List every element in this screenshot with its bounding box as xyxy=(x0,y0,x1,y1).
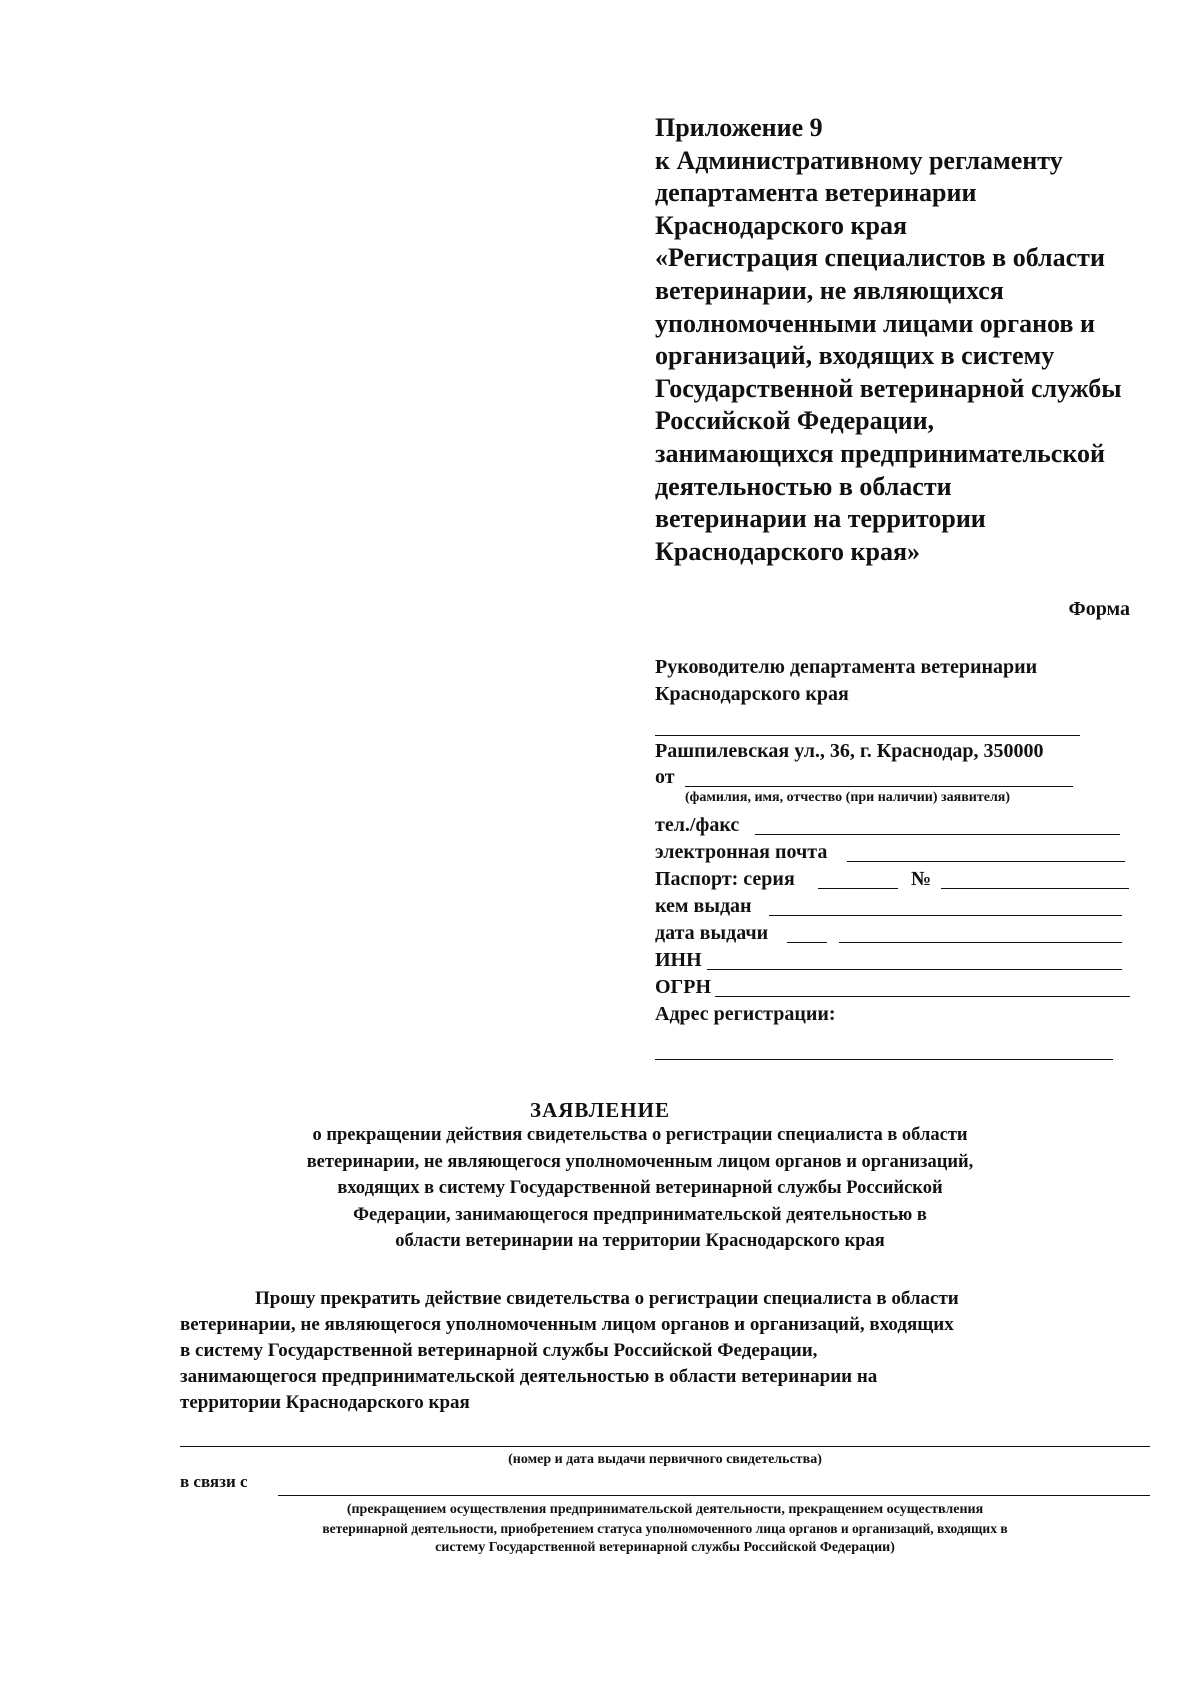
addressee-block xyxy=(655,654,1115,708)
appendix-line: ветеринарии на территории xyxy=(655,504,986,534)
request-paragraph xyxy=(180,1286,1140,1416)
body-line: занимающегося предпринимательской деятельностью в области ветеринарии на xyxy=(180,1366,878,1387)
appendix-line: занимающихся предпринимательской xyxy=(655,438,1105,468)
issue-date-short-line[interactable] xyxy=(787,942,827,943)
document-title: ЗАЯВЛЕНИЕ xyxy=(530,1098,670,1122)
certificate-hint xyxy=(180,1450,1150,1469)
phone-label: тел./факс xyxy=(655,814,740,836)
subtitle-line: Федерации, занимающегося предпринимательской деятельностью в xyxy=(353,1204,927,1225)
form-label: Форма xyxy=(1068,598,1130,620)
appendix-line: Краснодарского края xyxy=(655,210,908,240)
issued-by-row[interactable] xyxy=(655,893,1135,920)
subtitle-line: входящих в систему Государственной ветеринарной службы Российской xyxy=(337,1178,943,1198)
email-row[interactable] xyxy=(655,839,1135,866)
appendix-line: деятельностью в области xyxy=(655,471,952,501)
reason-input-line[interactable] xyxy=(278,1495,1150,1496)
subtitle-line: ветеринарии, не являющегося уполномоченным лицом органов и организаций, xyxy=(306,1151,974,1172)
in-connection-label: в связи с xyxy=(180,1472,248,1491)
appendix-line: Российской Федерации, xyxy=(655,406,935,436)
inn-label: ИНН xyxy=(655,949,702,971)
body-line: в систему Государственной ветеринарной службы Российской Федерации, xyxy=(180,1340,818,1361)
issued-by-label: кем выдан xyxy=(655,895,752,917)
applicant-fields xyxy=(655,736,1135,1028)
passport-number-line[interactable] xyxy=(941,888,1129,889)
ogrn-label: ОГРН xyxy=(655,976,712,998)
issued-by-input-line[interactable] xyxy=(769,915,1122,916)
certificate-input-line[interactable] xyxy=(180,1446,1150,1447)
address-row xyxy=(655,736,1135,766)
reason-hint-line: (прекращением осуществления предпринимательской деятельности, прекращением осуществления xyxy=(346,1502,984,1517)
subtitle-line: области ветеринарии на территории Краснодарского края xyxy=(395,1231,885,1251)
body-line: Прошу прекратить действие свидетельства о регистрации специалиста в области xyxy=(255,1288,959,1309)
issue-date-input-line[interactable] xyxy=(839,942,1122,943)
phone-row[interactable] xyxy=(655,812,1135,839)
ogrn-row[interactable] xyxy=(655,974,1135,1001)
reg-address-label: Адрес регистрации: xyxy=(655,1003,836,1025)
reason-hint xyxy=(180,1500,1150,1557)
reason-hint-line: систему Государственной ветеринарной службы Российской Федерации) xyxy=(435,1540,895,1555)
passport-row[interactable] xyxy=(655,866,1135,893)
phone-input-line[interactable] xyxy=(755,834,1120,835)
appendix-header xyxy=(655,112,1175,568)
ogrn-input-line[interactable] xyxy=(715,996,1130,997)
appendix-line: Приложение 9 xyxy=(655,113,823,142)
appendix-line: к Административному регламенту xyxy=(655,145,1063,175)
addressee-line: Руководителю департамента ветеринарии xyxy=(655,656,1038,678)
inn-row[interactable] xyxy=(655,947,1135,974)
reg-address-input-line[interactable] xyxy=(655,1059,1113,1060)
from-row[interactable] xyxy=(655,766,1135,788)
document-subtitle xyxy=(180,1122,1100,1255)
email-input-line[interactable] xyxy=(847,861,1125,862)
email-label: электронная почта xyxy=(655,841,828,863)
body-line: территории Краснодарского края xyxy=(180,1392,470,1413)
inn-input-line[interactable] xyxy=(707,969,1122,970)
address-text: Рашпилевская ул., 36, г. Краснодар, 350000 xyxy=(655,740,1044,762)
from-hint-row xyxy=(655,788,1135,812)
certificate-hint-text: (номер и дата выдачи первичного свидетельства) xyxy=(508,1452,822,1467)
reg-address-row xyxy=(655,1001,1135,1028)
passport-series-line[interactable] xyxy=(818,888,898,889)
appendix-line: уполномоченными лицами органов и xyxy=(655,308,1095,338)
subtitle-line: о прекращении действия свидетельства о регистрации специалиста в области xyxy=(312,1125,968,1145)
appendix-line: Краснодарского края» xyxy=(655,536,921,566)
body-line: ветеринарии, не являющегося уполномоченным лицом органов и организаций, входящих xyxy=(180,1314,954,1335)
appendix-line: «Регистрация специалистов в области xyxy=(655,243,1105,273)
appendix-line: Государственной ветеринарной службы xyxy=(655,373,1122,403)
from-hint: (фамилия, имя, отчество (при наличии) заявителя) xyxy=(685,790,1011,805)
appendix-line: департамента ветеринарии xyxy=(655,178,977,208)
addressee-line: Краснодарского края xyxy=(655,683,849,705)
appendix-line: ветеринарии, не являющихся xyxy=(655,275,1004,305)
from-label: от xyxy=(655,766,675,788)
reason-hint-line: ветеринарной деятельности, приобретением статуса уполномоченного лица органов и организаций, входящих в xyxy=(322,1521,1008,1536)
passport-number-label: № xyxy=(911,868,932,890)
passport-label: Паспорт: серия xyxy=(655,868,795,890)
issue-date-row[interactable] xyxy=(655,920,1135,947)
issue-date-label: дата выдачи xyxy=(655,922,769,944)
appendix-line: организаций, входящих в систему xyxy=(655,341,1055,371)
